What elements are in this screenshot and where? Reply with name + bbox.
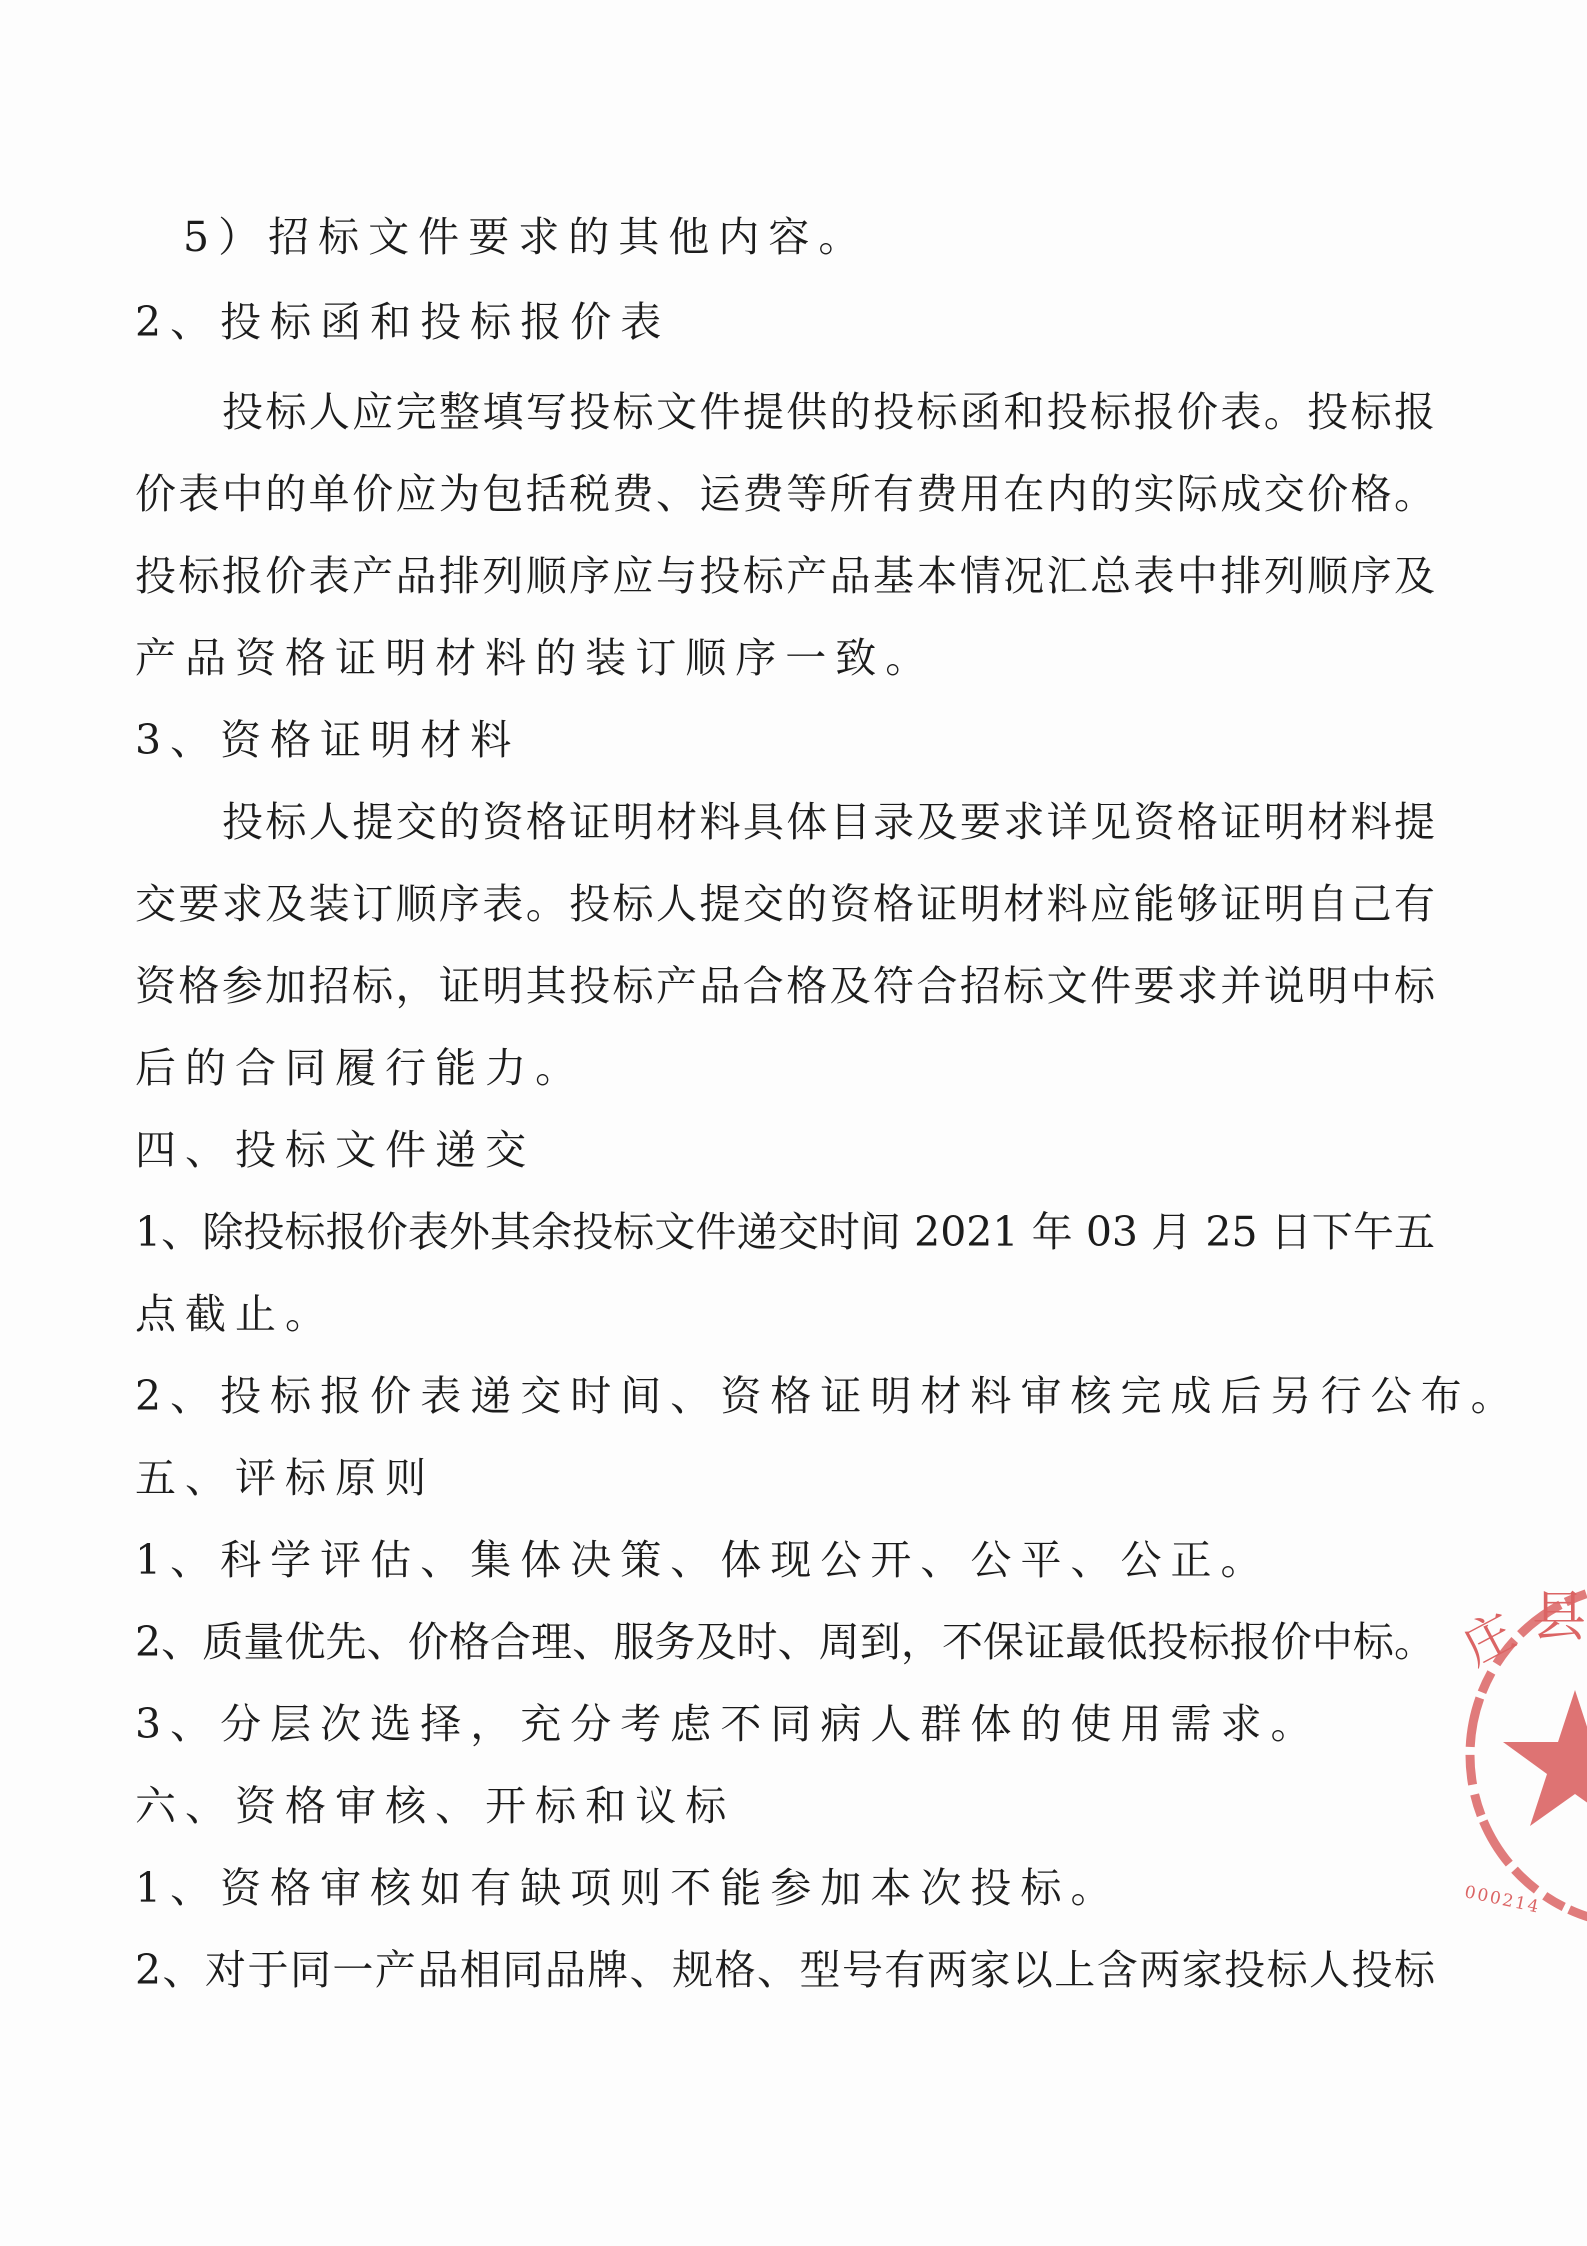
section-heading-review-opening: 六、资格审核、开标和议标	[135, 1782, 736, 1830]
paragraph-line: 后的合同履行能力。	[135, 1044, 586, 1092]
paragraph-line: 3、分层次选择，充分考虑不同病人群体的使用需求。	[135, 1700, 1321, 1748]
paragraph-line: 交要求及装订顺序表。投标人提交的资格证明材料应能够证明自己有	[135, 880, 1435, 928]
paragraph-line: 1、科学评估、集体决策、体现公开、公平、公正。	[135, 1536, 1271, 1584]
section-heading-qualification: 3、资格证明材料	[135, 716, 521, 764]
star-icon	[1503, 1690, 1587, 1826]
paragraph-line: 2、投标报价表递交时间、资格证明材料审核完成后另行公布。	[135, 1372, 1521, 1420]
list-item-5-other-content: 5）招标文件要求的其他内容。	[183, 213, 869, 261]
seal-char-2: 县	[1532, 1585, 1586, 1648]
paragraph-line: 2、质量优先、价格合理、服务及时、周到，不保证最低投标报价中标。	[135, 1618, 1435, 1666]
seal-char-1: 庄	[1453, 1602, 1525, 1677]
seal-serial-number: 000214	[1462, 1882, 1543, 1918]
section-heading-evaluation: 五、评标原则	[135, 1454, 436, 1502]
paragraph-line: 2、对于同一产品相同品牌、规格、型号有两家以上含两家投标人投标	[135, 1946, 1435, 1994]
paragraph-line: 投标人提交的资格证明材料具体目录及要求详见资格证明材料提	[222, 798, 1435, 846]
paragraph-line: 投标人应完整填写投标文件提供的投标函和投标报价表。投标报	[222, 388, 1435, 436]
paragraph-line: 资格参加招标，证明其投标产品合格及符合招标文件要求并说明中标	[135, 962, 1435, 1010]
paragraph-line: 点截止。	[135, 1290, 336, 1338]
section-heading-bid-letter: 2、投标函和投标报价表	[135, 298, 671, 346]
paragraph-line: 1、资格审核如有缺项则不能参加本次投标。	[135, 1864, 1121, 1912]
paragraph-line: 投标报价表产品排列顺序应与投标产品基本情况汇总表中排列顺序及	[135, 552, 1435, 600]
section-heading-submission: 四、投标文件递交	[135, 1126, 536, 1174]
official-seal	[1440, 1560, 1587, 1960]
paragraph-line: 价表中的单价应为包括税费、运费等所有费用在内的实际成交价格。	[135, 470, 1435, 518]
paragraph-line: 1、除投标报价表外其余投标文件递交时间 2021 年 03 月 25 日下午五	[135, 1208, 1435, 1256]
paragraph-line: 产品资格证明材料的装订顺序一致。	[135, 634, 936, 682]
